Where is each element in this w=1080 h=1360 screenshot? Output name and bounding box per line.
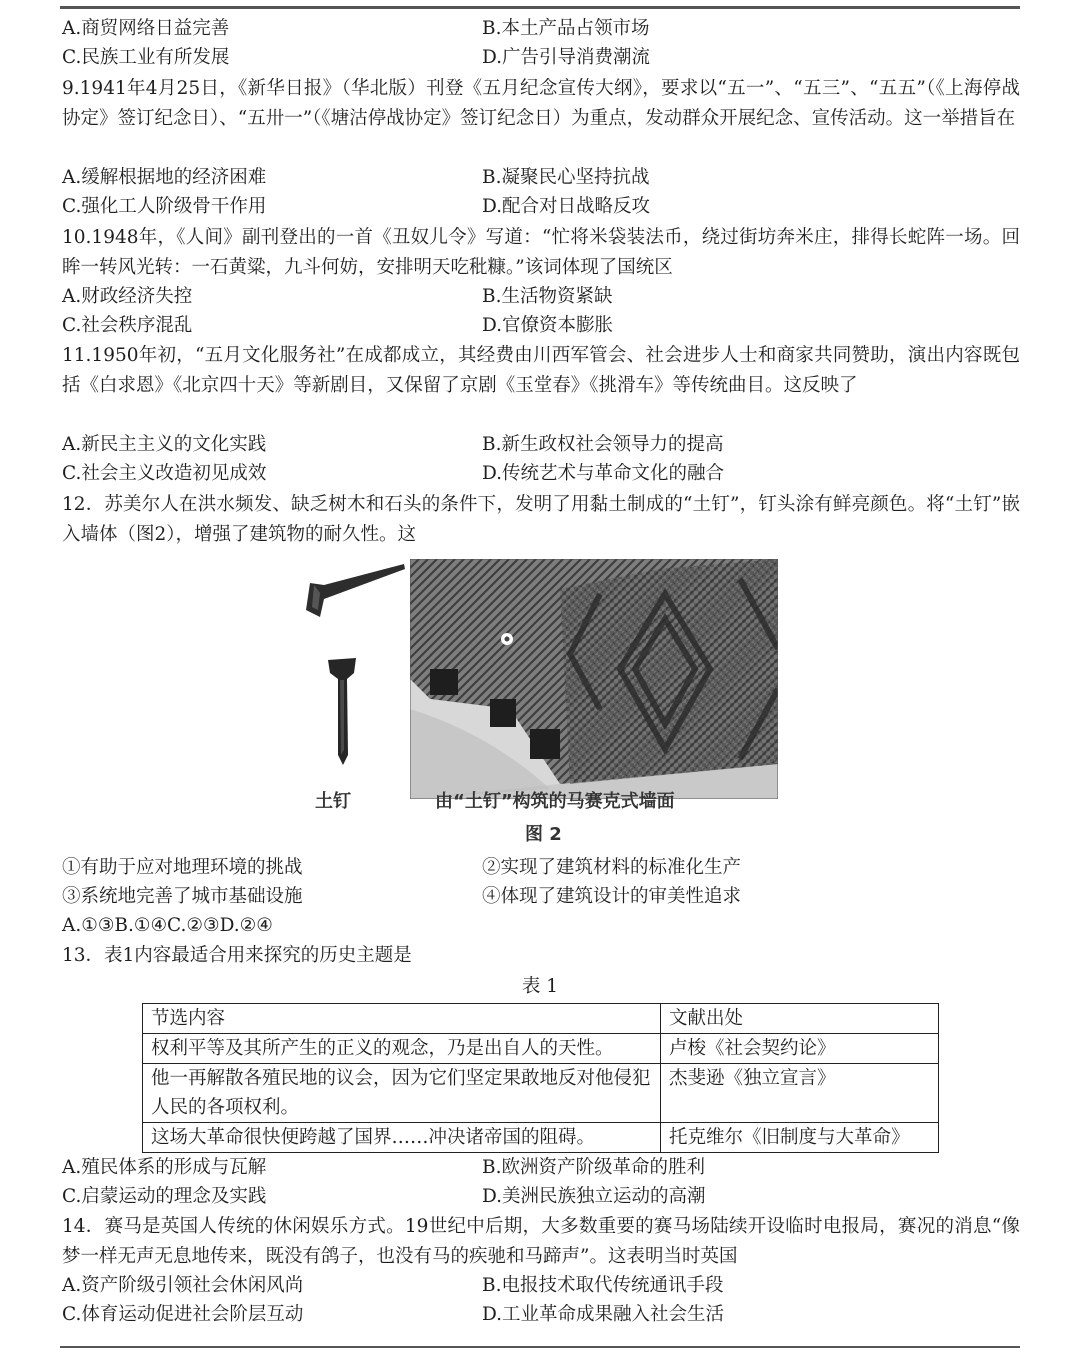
q9-stem: 9.1941年4月25日，《新华日报》（华北版）刊登《五月纪念宣传大纲》，要求以“五一”、“五三”、“五五”（《上海停战协定》签订纪念日）、“五卅一”（《塘沽停战协定》签订纪念日）为重点，发动群众开展纪念、宣传活动。这一举措旨在 [62, 78, 1020, 129]
q13-stem: 13．表1内容最适合用来探究的历史主题是 [62, 945, 412, 966]
q14-option-d[interactable]: D.工业革命成果融入社会生活 [482, 1304, 725, 1325]
q13-option-a[interactable]: A.殖民体系的形成与瓦解 [62, 1157, 267, 1178]
q13-options-row-2 [62, 1182, 1022, 1212]
q13-option-d[interactable]: D.美洲民族独立运动的高潮 [482, 1186, 706, 1207]
table-cell-source: 杰斐逊《独立宣言》 [661, 1064, 939, 1123]
q11-options-row-2 [62, 459, 1022, 489]
q12-item-4: ④体现了建筑设计的审美性追求 [482, 886, 742, 907]
table-1 [142, 1003, 939, 1153]
q12-stem: 12．苏美尔人在洪水频发、缺乏树木和石头的条件下，发明了用黏土制成的“土钉”，钉头涂有鲜亮颜色。将“土钉”嵌入墙体（图2），增强了建筑物的耐久性。这 [62, 494, 1020, 545]
q11-stem: 11.1950年初，“五月文化服务社”在成都成立，其经费由川西军管会、社会进步人士和商家共同赞助，演出内容既包括《白求恩》《北京四十天》等新剧目，又保留了京剧《玉堂春》《挑滑车》等传统曲目。这反映了 [62, 345, 1020, 396]
q10-options-row-2 [62, 311, 1022, 341]
table-row [143, 1123, 939, 1153]
q10-option-b[interactable]: B.生活物资紧缺 [482, 286, 613, 307]
clay-nail-illustration [300, 555, 410, 795]
q13-option-b[interactable]: B.欧洲资产阶级革命的胜利 [482, 1157, 705, 1178]
table-cell-source: 托克维尔《旧制度与大革命》 [661, 1123, 939, 1153]
table-row [143, 1034, 939, 1064]
q11-option-d[interactable]: D.传统艺术与革命文化的融合 [482, 463, 725, 484]
table-cell-excerpt: 他一再解散各殖民地的议会，因为它们坚定果敢地反对他侵犯人民的各项权利。 [143, 1064, 661, 1123]
q8-option-b[interactable]: B.本土产品占领市场 [482, 18, 650, 39]
q10-option-d[interactable]: D.官僚资本膨胀 [482, 315, 614, 336]
table-header-source: 文献出处 [661, 1004, 939, 1034]
q12-item-2: ②实现了建筑材料的标准化生产 [482, 857, 742, 878]
table-cell-excerpt: 这场大革命很快便跨越了国界……冲决诸帝国的阻碍。 [143, 1123, 661, 1153]
q14-options-row-2 [62, 1300, 1022, 1330]
q9-option-b[interactable]: B.凝聚民心坚持抗战 [482, 167, 650, 188]
figure-label-clay-nail: 土钉 [315, 791, 351, 812]
q10-option-c[interactable]: C.社会秩序混乱 [62, 315, 193, 336]
q8-option-d[interactable]: D.广告引导消费潮流 [482, 47, 651, 68]
bottom-rule [60, 1346, 1020, 1348]
q11-options-row-1 [62, 430, 1022, 460]
q8-options-row-1 [62, 14, 1022, 44]
figure-label-mosaic-wall: 由“土钉”构筑的马赛克式墙面 [435, 791, 675, 812]
q14-option-c[interactable]: C.体育运动促进社会阶层互动 [62, 1304, 304, 1325]
table-header-excerpt: 节选内容 [143, 1004, 661, 1034]
q8-option-c[interactable]: C.民族工业有所发展 [62, 47, 230, 68]
top-rule [60, 6, 1020, 9]
q10-option-a[interactable]: A.财政经济失控 [62, 286, 193, 307]
table-header-row [143, 1004, 939, 1034]
q10-stem: 10.1948年，《人间》副刊登出的一首《丑奴儿令》写道：“忙将米袋装法币，绕过街坊奔米庄，排得长蛇阵一场。回眸一转风光转：一石黄粱，九斗何妨，安排明天吃秕糠。”该词体现了国统区 [62, 227, 1020, 278]
q11-option-c[interactable]: C.社会主义改造初见成效 [62, 463, 267, 484]
q12-choices[interactable]: A.①③B.①④C.②③D.②④ [62, 915, 273, 936]
q9-option-c[interactable]: C.强化工人阶级骨干作用 [62, 196, 267, 217]
q14-option-a[interactable]: A.资产阶级引领社会休闲风尚 [62, 1275, 304, 1296]
figure-title: 图 2 [525, 824, 562, 845]
q11-option-b[interactable]: B.新生政权社会领导力的提高 [482, 434, 724, 455]
q10-options-row-1 [62, 282, 1022, 312]
table-row [143, 1064, 939, 1123]
q14-stem: 14．赛马是英国人传统的休闲娱乐方式。19世纪中后期，大多数重要的赛马场陆续开设临时电报局，赛况的消息“像梦一样无声无息地传来，既没有鸽子，也没有马的疾驰和马蹄声”。这表明当时英国 [62, 1216, 1020, 1267]
table-cell-source: 卢梭《社会契约论》 [661, 1034, 939, 1064]
q12-items-row-2 [62, 882, 1022, 912]
q12-item-1: ①有助于应对地理环境的挑战 [62, 857, 303, 878]
table-cell-excerpt: 权利平等及其所产生的正义的观念，乃是出自人的天性。 [143, 1034, 661, 1064]
q8-options-row-2 [62, 43, 1022, 73]
q14-options-row-1 [62, 1271, 1022, 1301]
q12-item-3: ③系统地完善了城市基础设施 [62, 886, 303, 907]
mosaic-wall-photo [410, 559, 778, 799]
q8-option-a[interactable]: A.商贸网络日益完善 [62, 18, 230, 39]
q11-option-a[interactable]: A.新民主主义的文化实践 [62, 434, 267, 455]
q13-option-c[interactable]: C.启蒙运动的理念及实践 [62, 1186, 267, 1207]
table-1-title: 表 1 [521, 976, 559, 997]
q13-options-row-1 [62, 1153, 1022, 1183]
q9-option-d[interactable]: D.配合对日战略反攻 [482, 196, 651, 217]
q9-option-a[interactable]: A.缓解根据地的经济困难 [62, 167, 267, 188]
figure-2 [300, 555, 790, 855]
q9-options-row-1 [62, 163, 1022, 193]
q12-items-row-1 [62, 853, 1022, 883]
q9-options-row-2 [62, 192, 1022, 222]
q14-option-b[interactable]: B.电报技术取代传统通讯手段 [482, 1275, 724, 1296]
